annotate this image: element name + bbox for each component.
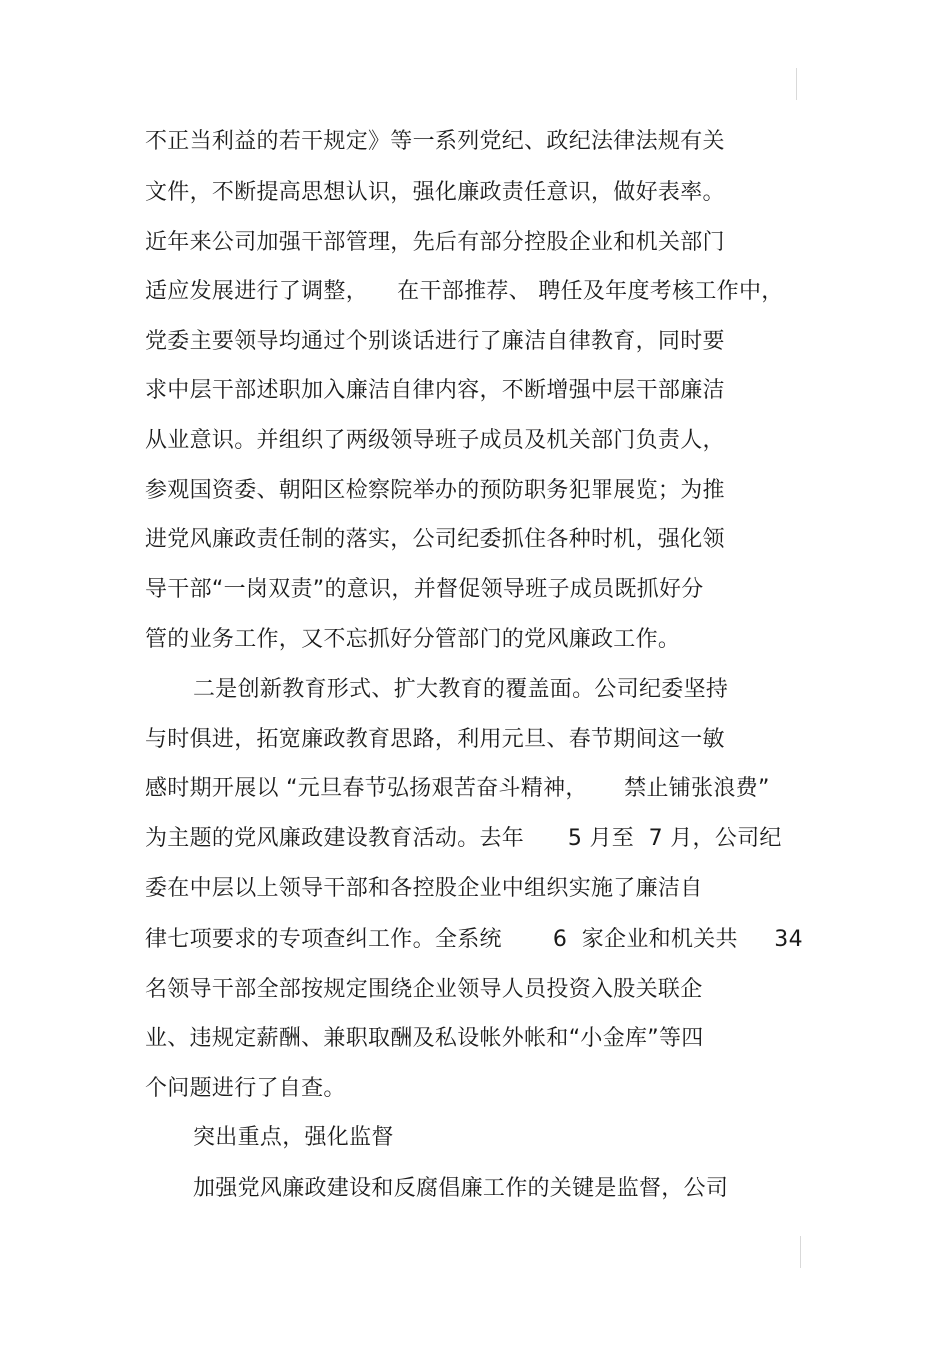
section-heading: 突出重点，强化监督	[193, 1125, 394, 1150]
text-line-20: 个问题进行了自查。	[145, 1076, 346, 1101]
text-line-16: 委在中层以上领导干部和各控股企业中组织实施了廉洁自	[145, 876, 703, 901]
text-line-14: 感时期开展以 “元旦春节弘扬艰苦奋斗精神， 禁止铺张浪费”	[145, 776, 770, 801]
text-line-15: 为主题的党风廉政建设教育活动。去年 5 月至 7 月，公司纪	[145, 826, 782, 851]
text-line-4: 适应发展进行了调整， 在干部推荐、 聘任及年度考核工作中，	[145, 279, 784, 304]
text-line-2: 文件，不断提高思想认识，强化廉政责任意识，做好表率。	[145, 180, 725, 205]
paragraph-start-line: 二是创新教育形式、扩大教育的覆盖面。公司纪委坚持	[193, 677, 729, 702]
text-line-1: 不正当利益的若干规定》等一系列党纪、政纪法律法规有关	[145, 129, 725, 154]
text-line-11: 管的业务工作，又不忘抓好分管部门的党风廉政工作。	[145, 627, 681, 652]
text-line-5: 党委主要领导均通过个别谈话进行了廉洁自律教育，同时要	[145, 329, 725, 354]
text-line-19: 业、违规定薪酬、兼职取酬及私设帐外帐和“小金库”等四	[145, 1026, 704, 1051]
text-line-17: 律七项要求的专项查纠工作。全系统 6 家企业和机关共 34	[145, 927, 803, 952]
page-corner-mark-bottom	[800, 1236, 801, 1268]
text-line-6: 求中层干部述职加入廉洁自律内容，不断增强中层干部廉洁	[145, 378, 725, 403]
page-corner-mark-top	[796, 68, 797, 100]
text-line-3: 近年来公司加强干部管理，先后有部分控股企业和机关部门	[145, 230, 725, 255]
text-line-7: 从业意识。并组织了两级领导班子成员及机关部门负责人，	[145, 428, 725, 453]
text-line-9: 进党风廉政责任制的落实，公司纪委抓住各种时机，强化领	[145, 527, 725, 552]
text-line-13: 与时俱进，拓宽廉政教育思路，利用元旦、春节期间这一敏	[145, 727, 725, 752]
paragraph-start-line-2: 加强党风廉政建设和反腐倡廉工作的关键是监督，公司	[193, 1176, 729, 1201]
text-line-8: 参观国资委、朝阳区检察院举办的预防职务犯罪展览；为推	[145, 478, 725, 503]
text-line-18: 名领导干部全部按规定围绕企业领导人员投资入股关联企	[145, 977, 703, 1002]
text-line-10: 导干部“一岗双责”的意识，并督促领导班子成员既抓好分	[145, 577, 704, 602]
